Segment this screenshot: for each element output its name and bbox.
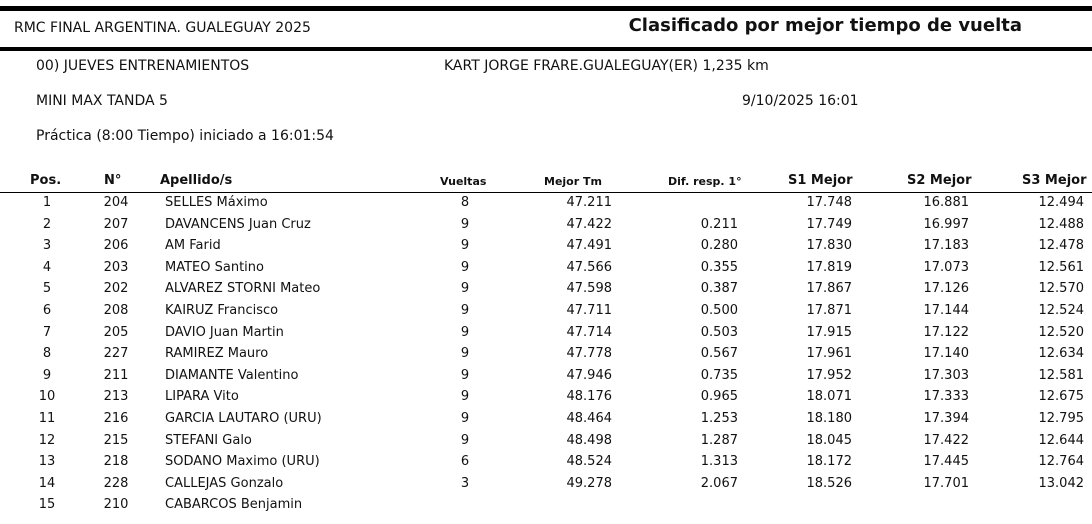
cell-driver-name: LIPARA Vito [165,389,239,405]
cell-laps: 8 [460,195,470,210]
table-row [0,431,1092,452]
cell-number: 213 [103,389,129,405]
cell-number: 218 [103,454,129,470]
cell-s2: 17.183 [923,238,969,254]
table-row [0,387,1092,408]
cell-gap: 0.355 [700,259,738,275]
cell-number: 203 [103,259,129,275]
column-header-s2: S2 Mejor [907,173,972,188]
cell-position: 11 [38,411,56,426]
cell-position: 2 [42,216,52,232]
cell-gap: 0.735 [700,367,738,383]
column-header-laps: Vueltas [440,175,487,188]
cell-s1: 17.748 [806,195,852,210]
cell-driver-name: GARCIA LAUTARO (URU) [165,411,322,426]
table-header [0,172,1092,193]
cell-s2: 17.394 [923,411,969,426]
cell-s1: 17.961 [806,346,852,362]
cell-s1: 17.867 [806,281,852,297]
cell-s3: 12.478 [1038,238,1084,254]
cell-s2: 17.126 [923,281,969,297]
table-row [0,495,1092,516]
column-header-s1: S1 Mejor [788,173,853,188]
cell-number: 215 [103,432,129,448]
cell-number: 207 [103,216,129,232]
column-header-s3: S3 Mejor [1022,173,1087,188]
cell-gap: 1.253 [700,411,738,426]
cell-number: 210 [103,497,129,513]
cell-position: 12 [38,432,56,448]
cell-gap: 0.500 [700,303,738,318]
cell-position: 1 [42,195,52,210]
table-row [0,193,1092,214]
cell-driver-name: AM Farid [165,238,221,254]
cell-best-time: 47.422 [566,216,612,232]
cell-number: 206 [103,238,129,254]
cell-s1: 18.172 [806,454,852,470]
cell-s3: 12.764 [1038,454,1084,470]
cell-number: 205 [103,324,129,340]
cell-position: 8 [42,346,52,362]
cell-position: 14 [38,475,56,491]
cell-laps: 9 [460,324,470,340]
table-row [0,474,1092,495]
table-row [0,258,1092,279]
cell-best-time: 47.946 [566,367,612,383]
cell-best-time: 48.176 [566,389,612,405]
cell-s3: 12.634 [1038,346,1084,362]
cell-driver-name: DAVANCENS Juan Cruz [165,216,311,232]
cell-driver-name: DIAMANTE Valentino [165,367,299,383]
cell-s2: 16.881 [923,195,969,210]
cell-laps: 9 [460,259,470,275]
cell-best-time: 47.566 [566,259,612,275]
cell-laps: 9 [460,411,470,426]
column-header-pos: Pos. [30,173,62,188]
cell-s2: 17.701 [923,475,969,491]
cell-s2: 17.122 [923,324,969,340]
cell-driver-name: SODANO Maximo (URU) [165,454,320,470]
cell-driver-name: ALVAREZ STORNI Mateo [165,281,321,297]
cell-gap: 0.211 [700,216,738,232]
cell-number: 208 [103,303,129,318]
classification-title: Clasificado por mejor tiempo de vuelta [628,15,1022,36]
table-row [0,236,1092,257]
cell-s3: 12.488 [1038,216,1084,232]
header-rule [0,47,1092,51]
cell-number: 216 [103,411,129,426]
session-name: 00) JUEVES ENTRENAMIENTOS [36,58,250,74]
table-row [0,366,1092,387]
cell-s2: 16.997 [923,216,969,232]
cell-driver-name: MATEO Santino [165,259,264,275]
cell-best-time: 47.711 [566,303,612,318]
table-row [0,323,1092,344]
cell-driver-name: CALLEJAS Gonzalo [165,475,284,491]
cell-laps: 3 [460,475,470,491]
cell-gap: 0.280 [700,238,738,254]
cell-s3: 12.570 [1038,281,1084,297]
cell-gap: 1.287 [700,432,738,448]
column-header-gap: Dif. resp. 1° [668,175,742,188]
column-header-number: N° [104,173,122,188]
cell-gap: 0.503 [700,324,738,340]
table-row [0,301,1092,322]
table-row [0,409,1092,430]
cell-laps: 9 [460,389,470,405]
cell-laps: 9 [460,238,470,254]
cell-position: 6 [42,303,52,318]
cell-s2: 17.303 [923,367,969,383]
cell-position: 7 [42,324,52,340]
cell-position: 10 [38,389,56,405]
category-name: MINI MAX TANDA 5 [36,93,168,109]
cell-best-time: 48.498 [566,432,612,448]
cell-driver-name: RAMIREZ Mauro [165,346,269,362]
cell-s2: 17.445 [923,454,969,470]
cell-laps: 6 [460,454,470,470]
cell-s1: 18.071 [806,389,852,405]
cell-s3: 12.644 [1038,432,1084,448]
session-datetime: 9/10/2025 16:01 [742,93,859,109]
cell-laps: 9 [460,216,470,232]
cell-s3: 12.561 [1038,259,1084,275]
cell-position: 4 [42,259,52,275]
cell-driver-name: STEFANI Galo [165,432,252,448]
cell-s3: 13.042 [1038,475,1084,491]
top-rule [0,6,1092,11]
cell-s3: 12.520 [1038,324,1084,340]
cell-driver-name: CABARCOS Benjamin [165,497,303,513]
cell-laps: 9 [460,281,470,297]
cell-s3: 12.675 [1038,389,1084,405]
cell-laps: 9 [460,367,470,383]
cell-position: 5 [42,281,52,297]
cell-position: 15 [38,497,56,513]
cell-s3: 12.795 [1038,411,1084,426]
cell-laps: 9 [460,432,470,448]
cell-position: 13 [38,454,56,470]
cell-number: 228 [103,475,129,491]
cell-laps: 9 [460,303,470,318]
cell-s1: 18.180 [806,411,852,426]
cell-s2: 17.144 [923,303,969,318]
cell-laps: 9 [460,346,470,362]
cell-position: 9 [42,367,52,383]
table-row [0,215,1092,236]
table-row [0,344,1092,365]
cell-s1: 17.819 [806,259,852,275]
cell-s1: 17.952 [806,367,852,383]
cell-s1: 18.526 [806,475,852,491]
event-title: RMC FINAL ARGENTINA. GUALEGUAY 2025 [14,20,311,36]
cell-s2: 17.333 [923,389,969,405]
cell-s1: 17.915 [806,324,852,340]
table-row [0,452,1092,473]
cell-number: 211 [103,367,129,383]
cell-best-time: 47.598 [566,281,612,297]
cell-s2: 17.422 [923,432,969,448]
cell-position: 3 [42,238,52,254]
cell-driver-name: KAIRUZ Francisco [165,303,279,318]
cell-s2: 17.073 [923,259,969,275]
cell-gap: 0.965 [700,389,738,405]
cell-s3: 12.524 [1038,303,1084,318]
cell-driver-name: DAVIO Juan Martin [165,324,284,340]
cell-best-time: 47.778 [566,346,612,362]
cell-best-time: 47.714 [566,324,612,340]
cell-best-time: 47.491 [566,238,612,254]
column-header-name: Apellido/s [160,173,233,188]
cell-gap: 2.067 [700,475,738,491]
practice-info: Práctica (8:00 Tiempo) iniciado a 16:01:54 [36,128,334,144]
cell-driver-name: SELLES Máximo [165,195,268,210]
cell-number: 204 [103,195,129,210]
track-info: KART JORGE FRARE.GUALEGUAY(ER) 1,235 km [444,58,769,74]
cell-best-time: 48.524 [566,454,612,470]
cell-best-time: 47.211 [566,195,612,210]
cell-s2: 17.140 [923,346,969,362]
cell-gap: 1.313 [700,454,738,470]
cell-number: 227 [103,346,129,362]
cell-best-time: 48.464 [566,411,612,426]
cell-gap: 0.387 [700,281,738,297]
cell-s3: 12.494 [1038,195,1084,210]
cell-s1: 17.871 [806,303,852,318]
cell-gap: 0.567 [700,346,738,362]
cell-s3: 12.581 [1038,367,1084,383]
cell-s1: 17.749 [806,216,852,232]
column-header-best-time: Mejor Tm [544,175,602,188]
cell-best-time: 49.278 [566,475,612,491]
cell-s1: 17.830 [806,238,852,254]
cell-s1: 18.045 [806,432,852,448]
cell-number: 202 [103,281,129,297]
table-row [0,279,1092,300]
